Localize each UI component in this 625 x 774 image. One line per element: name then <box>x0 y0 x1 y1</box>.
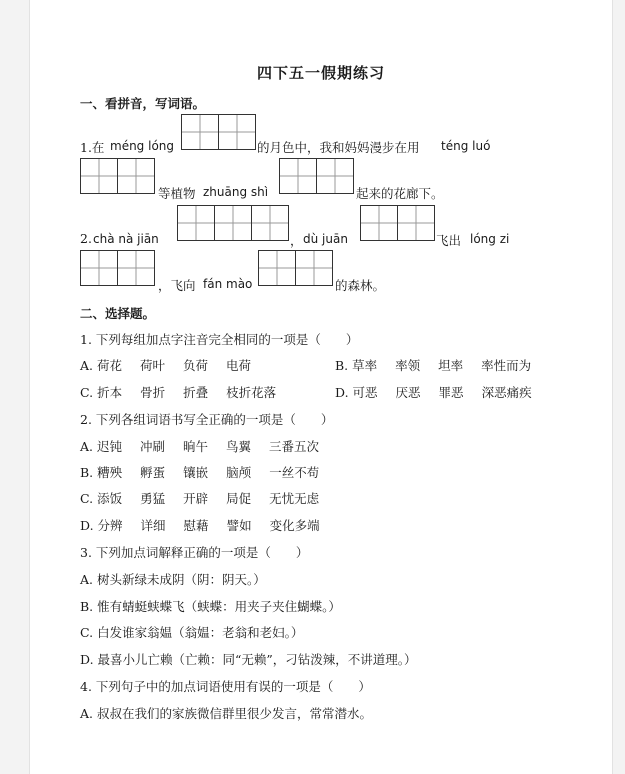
option-word: 详细 <box>140 518 166 533</box>
option-word: 坦率 <box>438 358 464 373</box>
grid-cell[interactable] <box>214 205 252 241</box>
q1-answer-grid-2[interactable] <box>80 158 155 194</box>
option-word: 孵蛋 <box>140 465 166 480</box>
option-word: D. 可恶 <box>335 385 378 400</box>
mc-q1-option-c[interactable] <box>80 383 276 401</box>
option-word: 深恶痛疾 <box>481 385 532 400</box>
option-word: 脑颅 <box>226 465 252 480</box>
mc-q3-stem: 3. 下列加点词解释正确的一项是（ ） <box>80 545 309 560</box>
q1-text-c: 等植物 <box>158 186 196 201</box>
option-word: A. 迟钝 <box>80 439 122 454</box>
option-word: 枝折花落 <box>226 385 277 400</box>
option-word: B. 草率 <box>335 358 378 373</box>
grid-cell[interactable] <box>181 114 219 150</box>
option-word: 无忧无虑 <box>269 491 320 506</box>
option-word: D. 分辨 <box>80 518 123 533</box>
mc-q2-option-c[interactable] <box>80 489 319 507</box>
q1-text-a: 1.在 <box>80 140 105 155</box>
option-word: 罪恶 <box>438 385 464 400</box>
q2-pinyin-2: dù juān <box>303 232 348 246</box>
page-title: 四下五一假期练习 <box>256 64 385 82</box>
option-word: 鸟翼 <box>226 439 252 454</box>
q1-answer-grid-1[interactable] <box>181 114 256 150</box>
grid-cell[interactable] <box>80 158 118 194</box>
option-word: 负荷 <box>183 358 209 373</box>
option-word: 厌恶 <box>395 385 421 400</box>
option-word: 骨折 <box>140 385 166 400</box>
q2-answer-grid-2[interactable] <box>360 205 435 241</box>
option-word: B. 糟殃 <box>80 465 123 480</box>
q2-text-e: 的森林。 <box>335 278 386 293</box>
mc-q2-stem: 2. 下列各组词语书写全正确的一项是（ ） <box>80 412 334 427</box>
option-word: 变化多端 <box>269 518 320 533</box>
mc-q3-option-d[interactable]: D. 最喜小儿亡赖（亡赖：同“无赖”，刁钻泼辣，不讲道理。） <box>80 652 417 667</box>
mc-q3-option-b[interactable]: B. 惟有蜻蜓蛱蝶飞（蛱蝶：用夹子夹住蝴蝶。） <box>80 599 341 614</box>
grid-cell[interactable] <box>80 250 118 286</box>
mc-q2-option-a[interactable] <box>80 437 319 455</box>
q1-text-b: 的月色中，我和妈妈漫步在用 <box>257 140 420 155</box>
option-word: 譬如 <box>226 518 252 533</box>
q2-text-d: ，飞向 <box>158 278 196 293</box>
grid-cell[interactable] <box>295 250 333 286</box>
option-word: C. 添饭 <box>80 491 123 506</box>
option-word: 一丝不苟 <box>269 465 320 480</box>
mc-q3-option-c[interactable]: C. 白发谁家翁媪（翁媪：老翁和老妇。） <box>80 625 304 640</box>
grid-cell[interactable] <box>251 205 289 241</box>
q1-text-d: 起来的花廊下。 <box>356 186 444 201</box>
option-word: 三番五次 <box>269 439 320 454</box>
option-word: 勇猛 <box>140 491 166 506</box>
option-word: 折叠 <box>183 385 209 400</box>
mc-q4-stem: 4. 下列句子中的加点词语使用有误的一项是（ ） <box>80 679 371 694</box>
option-word: 率性而为 <box>481 358 532 373</box>
q1-pinyin-1: méng lóng <box>110 139 175 153</box>
q2-answer-grid-4[interactable] <box>258 250 333 286</box>
option-word: 电荷 <box>226 358 252 373</box>
section-1-heading: 一、看拼音，写词语。 <box>80 96 206 111</box>
grid-cell[interactable] <box>316 158 354 194</box>
option-word: 率领 <box>395 358 421 373</box>
mc-q4-option-a[interactable]: A. 叔叔在我们的家族微信群里很少发言，常常潜水。 <box>80 706 372 721</box>
grid-cell[interactable] <box>177 205 215 241</box>
q1-pinyin-3: zhuāng shì <box>203 185 269 199</box>
grid-cell[interactable] <box>397 205 435 241</box>
mc-q1-stem: 1. 下列每组加点字注音完全相同的一项是（ ） <box>80 332 359 347</box>
section-2-heading: 二、选择题。 <box>80 306 156 321</box>
q1-answer-grid-3[interactable] <box>279 158 354 194</box>
mc-q1-option-a[interactable] <box>80 356 251 374</box>
option-word: 局促 <box>226 491 252 506</box>
mc-q2-option-b[interactable] <box>80 463 319 481</box>
option-word: 开辟 <box>183 491 209 506</box>
option-word: 镶嵌 <box>183 465 209 480</box>
grid-cell[interactable] <box>117 250 155 286</box>
q1-pinyin-2: téng luó <box>441 139 491 153</box>
option-word: 荷叶 <box>139 358 165 373</box>
option-word: A. 荷花 <box>80 358 122 373</box>
mc-q1-option-b[interactable] <box>335 356 531 374</box>
q2-answer-grid-1[interactable] <box>177 205 289 241</box>
grid-cell[interactable] <box>117 158 155 194</box>
worksheet-page <box>29 0 613 774</box>
grid-cell[interactable] <box>279 158 317 194</box>
grid-cell[interactable] <box>218 114 256 150</box>
q2-pinyin-1: chà nà jiān <box>93 232 159 246</box>
q2-pinyin-3: lóng zi <box>470 232 510 246</box>
grid-cell[interactable] <box>360 205 398 241</box>
grid-cell[interactable] <box>258 250 296 286</box>
q2-text-a: 2. <box>80 231 92 246</box>
mc-q2-option-d[interactable] <box>80 516 320 534</box>
option-word: 慰藉 <box>183 518 209 533</box>
option-word: C. 折本 <box>80 385 123 400</box>
q2-text-c: 飞出 <box>436 233 462 248</box>
mc-q1-option-d[interactable] <box>335 383 532 401</box>
q2-answer-grid-3[interactable] <box>80 250 155 286</box>
option-word: 晌午 <box>183 439 209 454</box>
q2-pinyin-4: fán mào <box>203 277 253 291</box>
mc-q3-option-a[interactable]: A. 树头新绿未成阴（阴：阴天。） <box>80 572 266 587</box>
option-word: 冲刷 <box>139 439 165 454</box>
q2-text-b: ， <box>290 233 303 248</box>
